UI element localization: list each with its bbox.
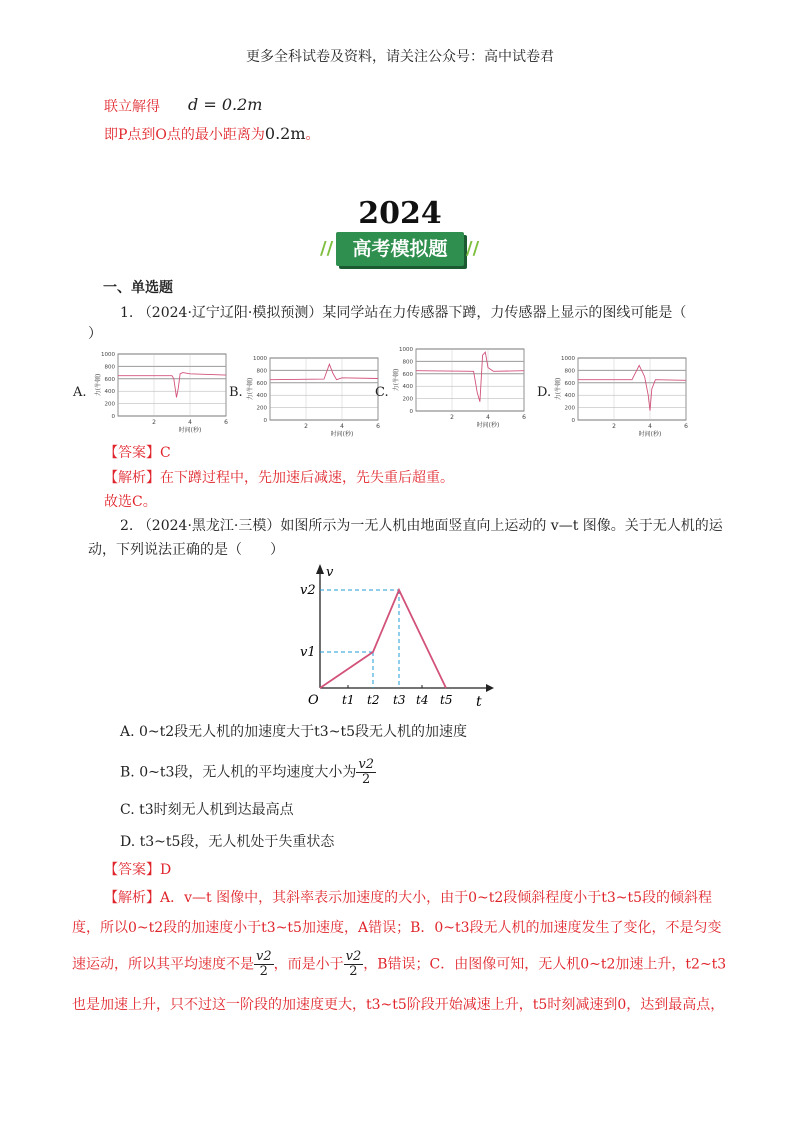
force-curve — [118, 373, 226, 398]
x-axis-label: 时间(秒) — [330, 431, 354, 438]
t4-label: t4 — [416, 693, 429, 707]
q2-analysis-label: 【解析】 — [104, 890, 160, 906]
q2-analysis-text-3b: ，而是小于 — [273, 956, 344, 973]
q1-number: 1. — [120, 305, 134, 321]
banner-slash-right: // — [466, 238, 480, 259]
y-tick-label: 1000 — [399, 347, 413, 353]
x-tick-label: 6 — [376, 423, 380, 430]
q2-answer-label: 【答案】 — [104, 862, 160, 878]
fraction-numerator: v2 — [256, 949, 272, 964]
page-header: 更多全科试卷及资料，请关注公众号：高中试卷君 — [246, 49, 554, 65]
y-tick-label: 200 — [104, 401, 115, 408]
force-chart-svg — [244, 352, 394, 444]
q1-conclusion: 故选C。 — [104, 494, 157, 510]
prev-line2-value: 0.2m — [264, 124, 306, 143]
x-tick-label: 6 — [684, 423, 688, 430]
prev-line1-equation: d = 0.2m — [188, 95, 263, 114]
fraction-denominator: 2 — [349, 964, 358, 979]
x-tick-label: 6 — [224, 419, 228, 426]
x-tick-label: 2 — [612, 423, 616, 430]
prev-line2 — [104, 124, 320, 145]
t-axis-arrow — [486, 684, 494, 692]
q1-analysis — [104, 468, 454, 488]
analysis-fraction-2 — [344, 950, 364, 979]
q1-answer-label: 【答案】 — [104, 445, 160, 461]
q1-analysis-label: 【解析】 — [104, 470, 160, 486]
q2-text-line1 — [120, 516, 723, 536]
x-tick-label: 2 — [304, 423, 308, 430]
y-tick-label: 600 — [104, 376, 115, 383]
v1-label: v1 — [300, 645, 316, 660]
prev-line2-text: 即P点到O点的最小距离为 — [104, 127, 265, 143]
q2-answer — [104, 860, 171, 880]
v-axis-arrow — [316, 564, 324, 574]
x-tick-label: 2 — [152, 419, 156, 426]
q2-vt-graph — [300, 560, 500, 710]
y-tick-label: 400 — [104, 389, 115, 396]
y-tick-label: 0 — [571, 418, 575, 424]
y-tick-label: 800 — [564, 368, 575, 375]
q1-option-a-label: A. — [73, 385, 87, 400]
t3-label: t3 — [393, 693, 406, 707]
banner-title: 高考模拟题 — [336, 232, 464, 266]
q1-text-line1 — [120, 303, 686, 323]
force-chart-svg — [390, 343, 540, 435]
vt-line — [320, 590, 446, 688]
force-curve — [416, 352, 524, 402]
y-tick-label: 1000 — [253, 356, 267, 362]
q1-option-a-chart[interactable] — [92, 348, 242, 440]
y-tick-label: 800 — [256, 368, 267, 375]
q1-option-c-label: C. — [375, 385, 389, 400]
x-tick-label: 6 — [522, 414, 526, 421]
y-tick-label: 800 — [104, 364, 115, 371]
chart-frame — [416, 349, 524, 411]
q2-number: 2. — [120, 518, 134, 534]
x-axis-label: 时间(秒) — [476, 422, 500, 429]
q2-option-b[interactable] — [120, 758, 376, 787]
q2-analysis-line1 — [104, 888, 724, 908]
q2-answer-value: D — [160, 862, 172, 878]
y-tick-label: 1000 — [101, 352, 115, 358]
q1-analysis-text: 在下蹲过程中，先加速后减速，先失重后超重。 — [160, 470, 454, 486]
y-tick-label: 800 — [402, 359, 413, 366]
v-axis-label: v — [326, 565, 334, 580]
q2-option-b-text: B. 0~t3段，无人机的平均速度大小为 — [120, 764, 357, 781]
q2-analysis-line3 — [72, 950, 752, 979]
q2-analysis-line2: 度，所以0~t2段的加速度小于t3~t5加速度，A错误；B．0~t3段无人机的加速度发生了变化，不是匀变 — [72, 920, 722, 936]
analysis-fraction-1 — [254, 950, 274, 979]
fraction-denominator: 2 — [259, 964, 268, 979]
t2-label: t2 — [367, 693, 380, 707]
y-tick-label: 600 — [402, 371, 413, 378]
y-tick-label: 0 — [263, 418, 267, 424]
q2-analysis-line4: 也是加速上升，只不过这一阶段的加速度更大，t3~t5阶段开始减速上升，t5时刻减速到0，达到最高点， — [72, 997, 725, 1013]
x-tick-label: 4 — [648, 423, 652, 430]
q2-analysis-text-3a: 速运动，所以其平均速度不是 — [72, 956, 254, 973]
banner-year: 2024 — [358, 196, 442, 231]
section-title: 一、单选题 — [103, 280, 173, 296]
q2-option-d[interactable]: D. t3~t5段，无人机处于失重状态 — [120, 834, 335, 850]
force-chart-svg — [552, 352, 702, 444]
q1-option-b-chart[interactable] — [244, 352, 394, 444]
t-axis-label: t — [476, 694, 482, 710]
fraction-denominator: 2 — [362, 772, 371, 787]
chart-frame — [118, 354, 226, 416]
q2-stem: （2024·黑龙江·三模）如图所示为一无人机由地面竖直向上运动的 v—t 图像。关于无人机的运 — [137, 518, 723, 534]
y-tick-label: 0 — [111, 414, 115, 420]
q2-option-c[interactable]: C. t3时刻无人机到达最高点 — [120, 802, 294, 818]
prev-line2-end: 。 — [305, 127, 320, 143]
force-chart-svg — [92, 348, 242, 440]
x-tick-label: 2 — [450, 414, 454, 421]
y-tick-label: 400 — [256, 393, 267, 400]
y-axis-label: 力(牛顿) — [393, 368, 400, 392]
q2-option-a[interactable]: A. 0~t2段无人机的加速度大于t3~t5段无人机的加速度 — [120, 724, 467, 740]
x-axis-label: 时间(秒) — [178, 427, 202, 434]
q1-answer-value: C — [160, 445, 171, 461]
y-tick-label: 1000 — [561, 356, 575, 362]
t5-label: t5 — [440, 693, 453, 707]
banner-slash-left: // — [320, 238, 334, 259]
q2-text-line2: 动，下列说法正确的是（ ） — [88, 542, 284, 558]
q2-analysis-text-3c: ，B错误；C．由图像可知，无人机0~t2加速上升，t2~t3 — [363, 956, 727, 973]
y-axis-label: 力(牛顿) — [555, 377, 562, 401]
q1-answer — [104, 443, 171, 463]
fraction-numerator: v2 — [345, 949, 362, 964]
x-tick-label: 4 — [340, 423, 344, 430]
y-tick-label: 0 — [409, 409, 413, 415]
x-tick-label: 4 — [188, 419, 192, 426]
fraction-numerator: v2 — [358, 757, 374, 772]
v2-label: v2 — [300, 583, 316, 598]
y-tick-label: 200 — [256, 405, 267, 412]
chart-frame — [578, 358, 686, 420]
q2-option-b-fraction — [356, 758, 376, 787]
y-tick-label: 400 — [564, 393, 575, 400]
force-curve — [270, 364, 378, 380]
q1-option-c-chart[interactable] — [390, 343, 540, 435]
q1-stem: （2024·辽宁辽阳·模拟预测）某同学站在力传感器下蹲，力传感器上显示的图线可能是（ — [137, 305, 687, 321]
q1-text-line2: ） — [88, 326, 102, 342]
y-tick-label: 600 — [256, 380, 267, 387]
force-curve — [578, 365, 686, 410]
origin-label: O — [308, 693, 319, 708]
y-tick-label: 600 — [564, 380, 575, 387]
q1-option-d-chart[interactable] — [552, 352, 702, 444]
y-axis-label: 力(牛顿) — [247, 377, 254, 401]
q1-option-d-label: D. — [537, 385, 552, 400]
y-tick-label: 200 — [564, 405, 575, 412]
q1-option-b-label: B. — [229, 385, 243, 400]
q2-analysis-text-1: A．v—t 图像中，其斜率表示加速度的大小，由于0~t2段倾斜程度小于t3~t5段的倾斜程 — [160, 890, 713, 906]
t1-label: t1 — [342, 693, 355, 707]
x-axis-label: 时间(秒) — [638, 431, 662, 438]
y-axis-label: 力(牛顿) — [95, 373, 102, 397]
chart-frame — [270, 358, 378, 420]
y-tick-label: 200 — [402, 396, 413, 403]
prev-line1-label: 联立解得 — [104, 99, 160, 115]
x-tick-label: 4 — [486, 414, 490, 421]
y-tick-label: 400 — [402, 384, 413, 391]
